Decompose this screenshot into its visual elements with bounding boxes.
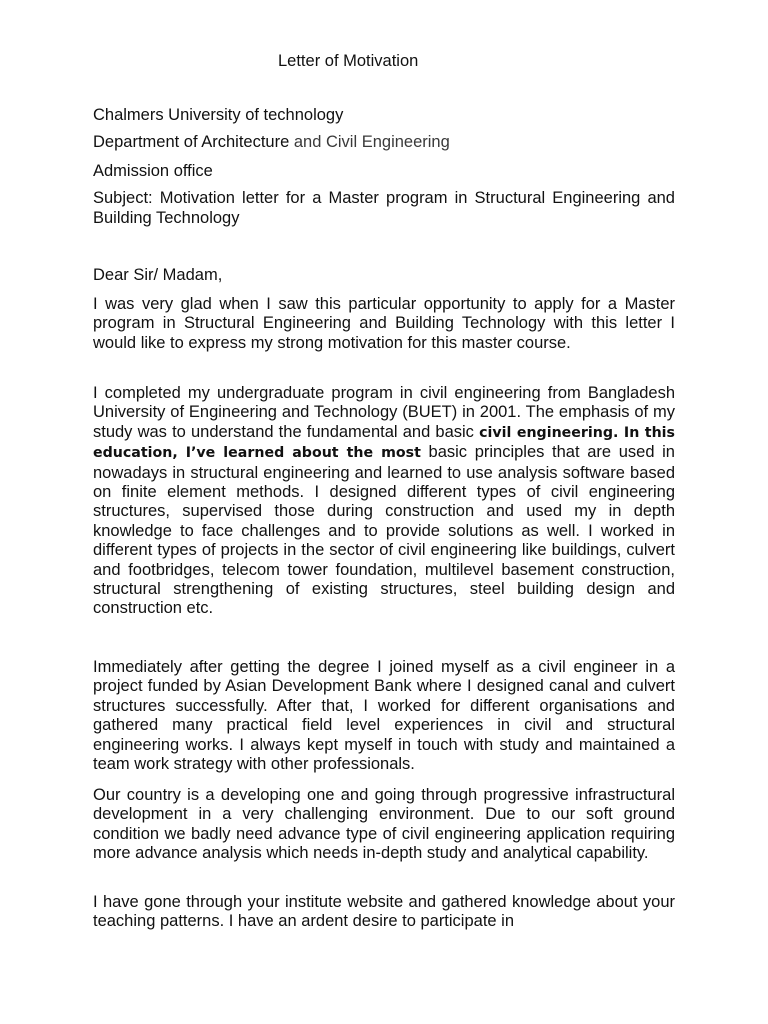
paragraph-education-text-2: basic principles that are used in nowadays in structural engineering and learned to use analysis software based on finite element methods. I designed different types of civil engineering structures, supervised those during construction and used my in depth knowledge to face challenges and to provide solutions as well. I worked in different types of projects in the sector of civil engineering like buildings, culvert and footbridges, telecom tower foundation, multilevel basement construction, structural strengthening of existing structures, steel building design and construction etc.	[93, 443, 675, 618]
letter-subject: Subject: Motivation letter for a Master program in Structural Engineering and Building Technology	[93, 189, 675, 227]
recipient-department	[93, 132, 450, 152]
paragraph-country-context: Our country is a developing one and going through progressive infrastructural development in a very challenging environment. Due to our soft ground condition we badly need advance type of civil engineering application requiring more advance analysis which needs in-depth study and analytical capability.	[93, 786, 675, 863]
recipient-office: Admission office	[93, 162, 213, 180]
paragraph-education-text-1: I completed my undergraduate program in civil engineering from Bangladesh University of Engineering and Technology (BUET) in 2001. The emphasis of my study was to understand the fundamental and basic	[93, 384, 675, 441]
salutation: Dear Sir/ Madam,	[93, 266, 223, 284]
paragraph-education-bold-text: civil engineering. In this education, I’ve learned about the most	[93, 424, 675, 462]
department-name-part-1: Department of Architecture	[93, 133, 290, 151]
paragraph-institute: I have gone through your institute website and gathered knowledge about your teaching patterns. I have an ardent desire to participate in	[93, 893, 675, 931]
recipient-university: Chalmers University of technology	[93, 106, 344, 124]
paragraph-education	[93, 384, 675, 619]
department-name-part-2: and Civil Engineering	[289, 133, 450, 151]
paragraph-experience: Immediately after getting the degree I joined myself as a civil engineer in a project funded by Asian Development Bank where I designed canal and culvert structures successfully. After that, I worked for different organisations and gathered many practical field level experiences in civil and structural engineering works. I always kept myself in touch with study and maintained a team work strategy with other professionals.	[93, 658, 675, 774]
letter-title: Letter of Motivation	[278, 52, 419, 70]
paragraph-intro: I was very glad when I saw this particular opportunity to apply for a Master program in Structural Engineering and Building Technology with this letter I would like to express my strong motivation for this master course.	[93, 295, 675, 352]
